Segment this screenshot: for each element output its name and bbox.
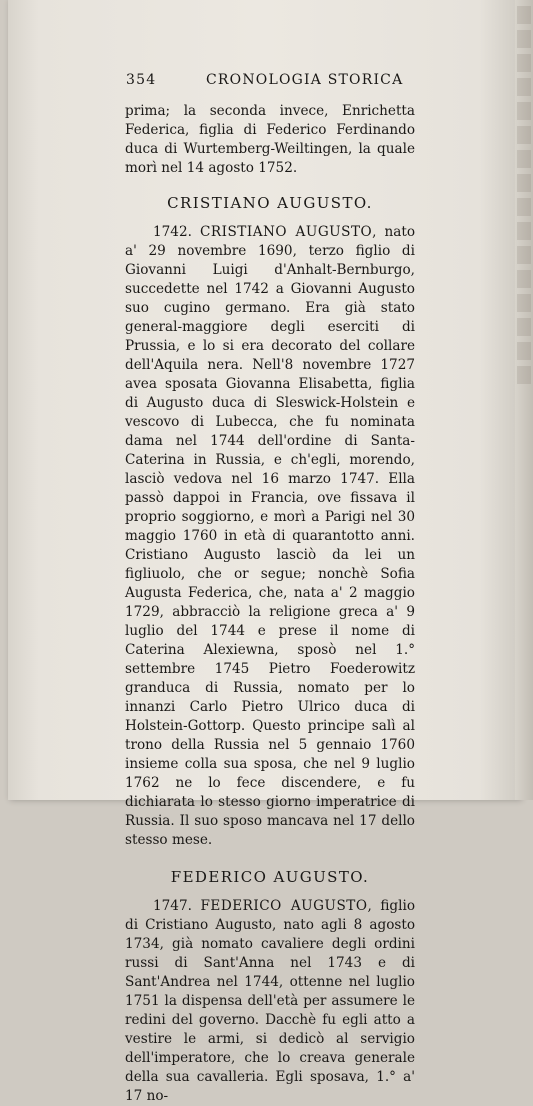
entry-federico <box>125 897 415 1106</box>
section-heading-federico: FEDERICO AUGUSTO. <box>170 868 370 886</box>
running-title: CRONOLOGIA STORICA <box>206 72 404 88</box>
book-page <box>8 0 520 1104</box>
entry-text: , figlio di Cristiano Augusto, nato agli 8 agosto 1734, già nomato cavaliere degli ordini russi di Sant'Anna nel 1743 e di Sant'Andrea nel 1744, ottenne nel luglio 1751 la dispensa dell'età per assumere le redini del governo. Dacchè fu egli atto a vestire le armi, si dedicò al servigio dell'imperatore, che lo creava generale della sua cavalleria. Egli sposava, 1.° a' 17 no- <box>125 898 416 1104</box>
facing-page-edge <box>515 0 533 800</box>
entry-name: CRISTIANO AUGUSTO <box>199 224 373 240</box>
entry-cristiano <box>125 223 415 850</box>
section-heading-cristiano: CRISTIANO AUGUSTO. <box>167 194 373 212</box>
body-text <box>125 102 415 1106</box>
entry-text: , nato a' 29 novembre 1690, terzo figlio di Giovanni Luigi d'Anhalt-Bernburgo, succedette nel 1742 a Giovanni Augusto suo cugino germano. Era già stato general-maggiore degli eserciti di Prussia, e lo si era decorato del collare dell'Aquila nera. Nell'8 novembre 1727 avea sposata Giovanna Elisabetta, figlia di Augusto duca di Sleswick-Holstein e vescovo di Lubecca, che fu nominata dama nel 1744 dell'ordine di Santa-Caterina in Russia, e ch'egli, morendo, lasciò vedova nel 16 marzo 1747. Ella passò dappoi in Francia, ove fissava il proprio soggiorno, e morì a Parigi nel 30 maggio 1760 in età di quarantotto anni. Cristiano Augusto lasciò da lei un figliuolo, che or segue; nonchè Sofia Augusta Federica, che, nata a' 2 maggio 1729, abbracciò la religione greca a' 9 luglio del 1744 e prese il nome di Caterina Alexiewna, sposò nel 1.° settembre 1745 Pietro Foederowitz granduca di Russia, nomato per lo innanzi Carlo Pietro Ulrico duca di Holstein-Gottorp. Questo principe salì al trono della Russia nel 5 gennaio 1760 insieme colla sua sposa, che nel 9 luglio 1762 ne lo fece discendere, e fu dichiarata lo stesso giorno imperatrice di Russia. Il suo sposo mancava nel 17 dello stesso mese. <box>125 224 416 848</box>
page-number: 354 <box>126 72 157 88</box>
entry-year: 1742. <box>153 224 192 240</box>
intro-paragraph: prima; la seconda invece, Enrichetta Federica, figlia di Federico Ferdinando duca di Wurtemberg-Weiltingen, la quale morì nel 14 agosto 1752. <box>125 103 415 176</box>
entry-year: 1747. <box>153 898 192 914</box>
entry-name: FEDERICO AUGUSTO <box>200 898 368 914</box>
